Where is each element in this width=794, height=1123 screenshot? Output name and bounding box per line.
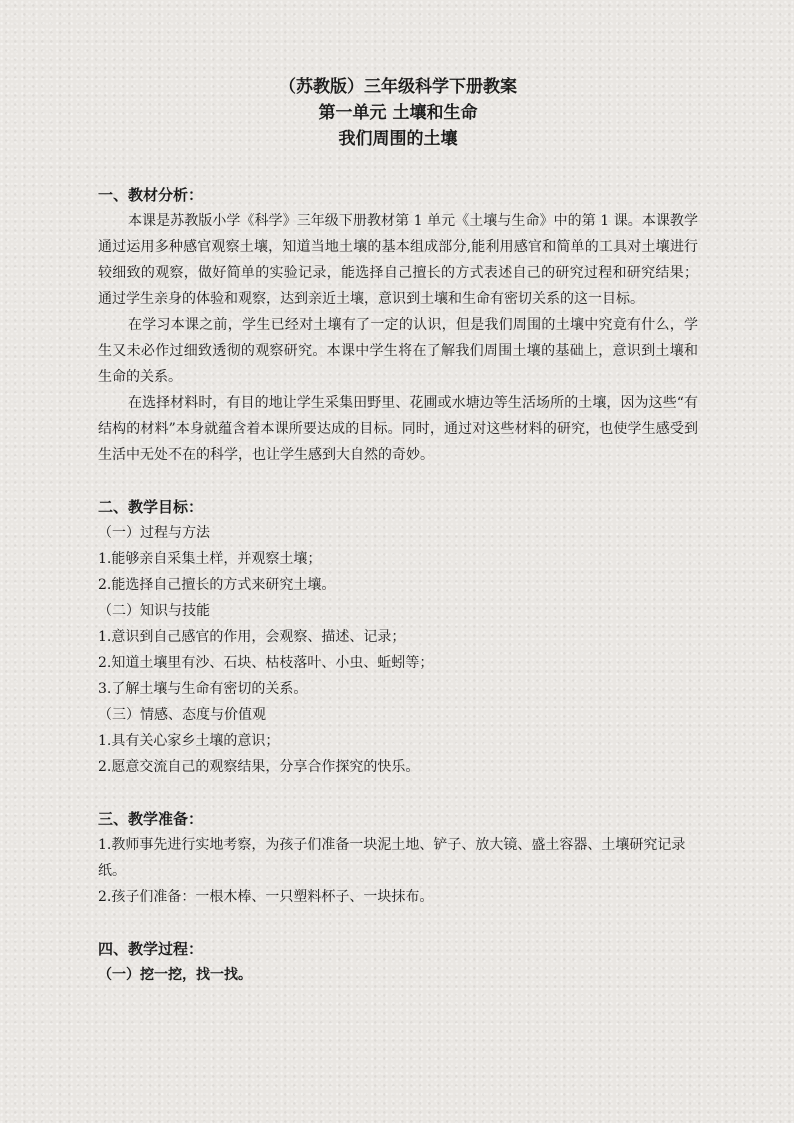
objective-item: 1.能够亲自采集土样，并观察土壤； bbox=[98, 551, 322, 567]
objective-item: 1.意识到自己感官的作用，会观察、描述、记录； bbox=[98, 629, 406, 645]
document-page bbox=[98, 74, 698, 988]
paragraph: 在选择材料时，有目的地让学生采集田野里、花圃或水塘边等生活场所的土壤，因为这些“有结构的材料”本身就蕴含着本课所要达成的目标。同时，通过对这些材料的研究，也使学生感受到生活中无处不在的科学，也让学生感到大自然的奇妙。 bbox=[98, 395, 698, 463]
objective-item: 1.具有关心家乡土壤的意识； bbox=[98, 733, 280, 749]
section-teaching-objectives bbox=[98, 494, 698, 780]
section-heading: 二、教学目标： bbox=[98, 498, 204, 516]
objective-group-title: （三）情感、态度与价值观 bbox=[98, 707, 266, 723]
section-heading: 四、教学过程： bbox=[98, 940, 204, 958]
objective-item: 3.了解土壤与生命有密切的关系。 bbox=[98, 681, 308, 697]
section-heading: 一、教材分析： bbox=[98, 186, 204, 204]
objective-item: 2.愿意交流自己的观察结果，分享合作探究的快乐。 bbox=[98, 759, 420, 775]
preparation-item: 1.教师事先进行实地考察，为孩子们准备一块泥土地、铲子、放大镜、盛土容器、土壤研究记录纸。 bbox=[98, 837, 686, 879]
document-title: （苏教版）三年级科学下册教案 bbox=[279, 77, 517, 97]
paragraph: 本课是苏教版小学《科学》三年级下册教材第 1 单元《土壤与生命》中的第 1 课。本课教学通过运用多种感官观察土壤，知道当地土壤的基本组成部分,能利用感官和简单的工具对土壤进行较细致的观察，做好简单的实验记录，能选择自己擅长的方式表述自己的研究过程和研究结果；通过学生亲身的体验和观察，达到亲近土壤，意识到土壤和生命有密切关系的这一目标。 bbox=[98, 213, 698, 307]
preparation-item: 2.孩子们准备：一根木棒、一只塑料杯子、一块抹布。 bbox=[98, 889, 434, 905]
section-teaching-process bbox=[98, 936, 698, 988]
section-teaching-preparation bbox=[98, 806, 698, 910]
paragraph: 在学习本课之前，学生已经对土壤有了一定的认识，但是我们周围的土壤中究竟有什么，学生又未必作过细致透彻的观察研究。本课中学生将在了解我们周围土壤的基础上，意识到土壤和生命的关系。 bbox=[98, 317, 698, 385]
process-step-title: （一）挖一挖，找一找。 bbox=[98, 967, 252, 983]
section-textbook-analysis bbox=[98, 182, 698, 468]
objective-item: 2.知道土壤里有沙、石块、枯枝落叶、小虫、蚯蚓等； bbox=[98, 655, 434, 671]
objective-group-title: （二）知识与技能 bbox=[98, 603, 210, 619]
objective-group-title: （一）过程与方法 bbox=[98, 525, 210, 541]
lesson-title: 我们周围的土壤 bbox=[338, 129, 458, 149]
unit-title: 第一单元 土壤和生命 bbox=[318, 103, 478, 123]
objective-item: 2.能选择自己擅长的方式来研究土壤。 bbox=[98, 577, 336, 593]
section-heading: 三、教学准备： bbox=[98, 810, 204, 828]
